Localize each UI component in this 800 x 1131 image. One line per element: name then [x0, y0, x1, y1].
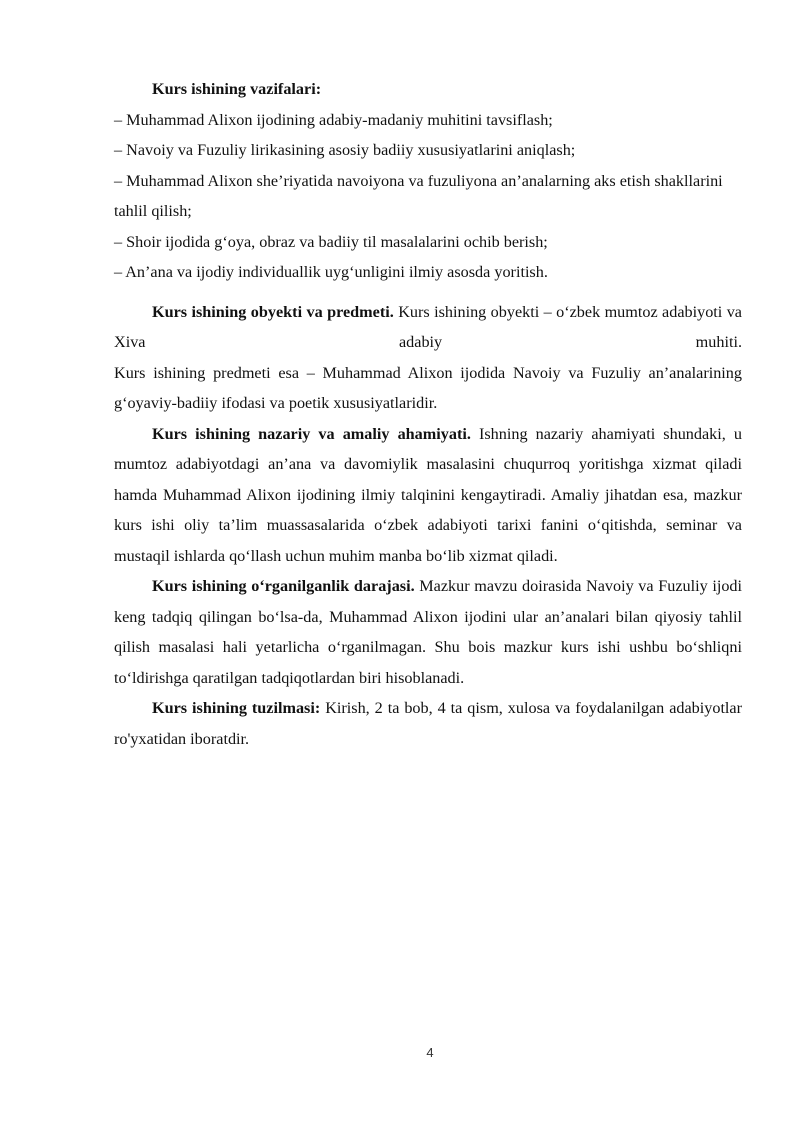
list-item: – Muhammad Alixon ijodining adabiy-madaniy muhitini tavsiflash; [114, 110, 553, 129]
study-degree-text: Mazkur mavzu doirasida Navoiy va Fuzuliy ijodi keng tadqiq qilingan bo‘lsa-da, Muhammad Alixon ijodini ular an’analari bilan qiyosiy tahlil qilish masalasi hali yetarlicha o‘rganilmagan. Shu bois mazkur kurs ishi ushbu bo‘shliqni to‘ldirishga qaratilgan tadqiqotlardan biri hisoblanadi. [114, 577, 743, 687]
object-heading: Kurs ishining obyekti va predmeti. [152, 302, 394, 321]
structure-paragraph [114, 693, 742, 754]
tasks-list [114, 105, 742, 288]
object-text-line1: Kurs ishining obyekti – o‘zbek mumtoz adabiyoti va Xiva adabiy muhiti. [114, 302, 742, 351]
structure-heading: Kurs ishining tuzilmasi: [152, 699, 321, 717]
study-degree-paragraph [114, 571, 742, 693]
page-number: 4 [426, 1045, 434, 1060]
list-item: – Muhammad Alixon she’riyatida navoiyona va fuzuliyona an’analarning aks etish shakllarini tahlil qilish; [114, 171, 723, 220]
tasks-heading: Kurs ishining vazifalari: [152, 80, 322, 98]
study-degree-heading: Kurs ishining o‘rganilganlik darajasi. [152, 577, 415, 595]
list-item: – An’ana va ijodiy individuallik uyg‘unligini ilmiy asosda yoritish. [114, 263, 548, 281]
structure-text: Kirish, 2 ta bob, 4 ta qism, xulosa va foydalanilgan adabiyotlar ro'yxatidan iboratdir. [114, 699, 743, 748]
significance-paragraph [114, 419, 742, 572]
significance-text: Ishning nazariy ahamiyati shundaki, u mumtoz adabiyotdagi an’ana va davomiylik masalasini chuqurroq yoritishga xizmat qiladi hamda Muhammad Alixon ijodining ilmiy talqinini kengaytiradi. Amaliy jihatdan esa, mazkur kurs ishi oliy ta’lim muassasalarida o‘zbek adabiyoti tarixi fanini o‘qitishda, seminar va mustaqil ishlarda qo‘llash uchun muhim manba bo‘lib xizmat qiladi. [114, 424, 742, 565]
tasks-section-title [114, 74, 742, 105]
object-first-line [114, 297, 742, 358]
list-item: – Navoiy va Fuzuliy lirikasining asosiy badiiy xususiyatlarini aniqlash; [114, 141, 576, 159]
object-paragraph [114, 297, 742, 419]
list-item: – Shoir ijodida g‘oya, obraz va badiiy til masalalarini ochib berish; [114, 232, 548, 251]
object-text-line2: Kurs ishining predmeti esa – Muhammad Alixon ijodida Navoiy va Fuzuliy an’analarining g‘oyaviy-badiiy ifodasi va poetik xususiyatlaridir. [114, 363, 742, 412]
significance-heading: Kurs ishining nazariy va amaliy ahamiyati. [152, 424, 471, 443]
document-page [114, 74, 742, 754]
